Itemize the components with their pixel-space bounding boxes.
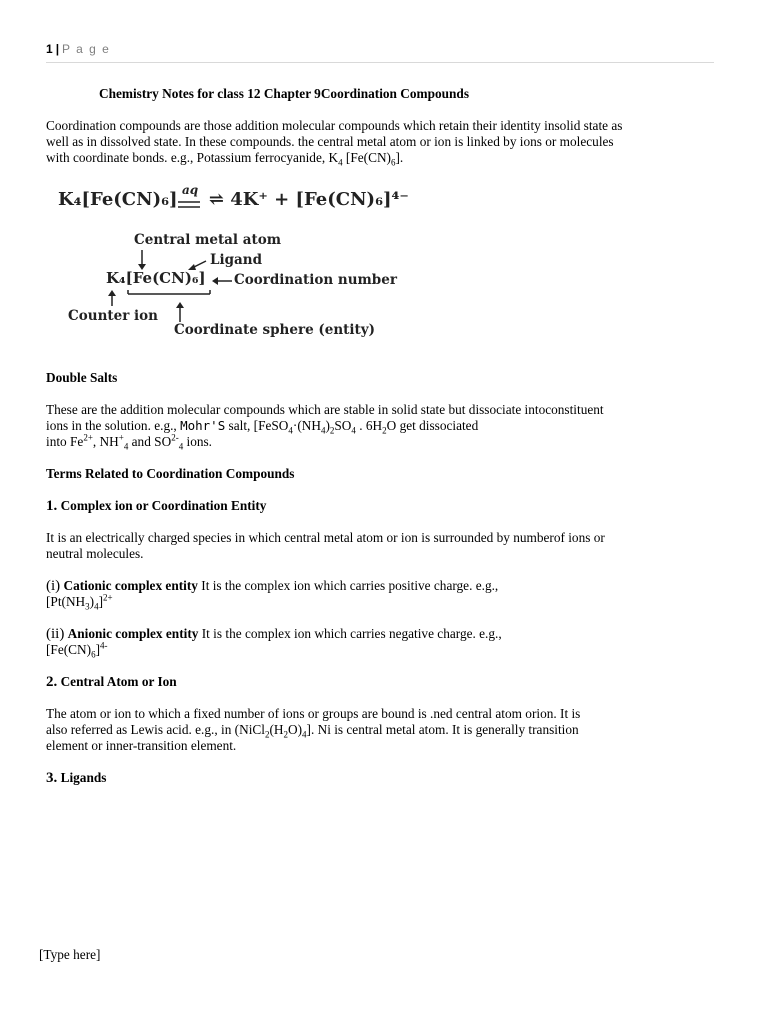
- cationic-text: It is the complex ion which carries positive charge. e.g.,: [197, 578, 499, 593]
- double-salts-line-2: ions in the solution. e.g., Mohr'S salt, [$FeSO_4\cdot(NH_4)_2SO_4$ . $6H_2O$ get dissociated: [46, 418, 479, 436]
- page-footer: [Type here]: [39, 947, 101, 962]
- complex-formula: K₄[Fe(CN)₆]: [106, 269, 206, 287]
- section-1-heading: [46, 498, 718, 514]
- counter-ion-arrowhead: [108, 290, 116, 296]
- anionic-text: It is the complex ion which carries negative charge. e.g.,: [198, 626, 502, 641]
- page-content: [46, 86, 718, 802]
- section-2-line-2: also referred as Lewis acid. e.g., in $(NiCl_2(H_2O)_4]$. Ni is central metal atom. It is generally transition: [46, 722, 579, 740]
- anionic-number: (ii): [46, 626, 65, 642]
- section-2-heading: [46, 674, 718, 690]
- cationic-number: (i): [46, 578, 61, 594]
- terms-heading: Terms Related to Coordination Compounds: [46, 466, 295, 481]
- coordinate-sphere-label: Coordinate sphere (entity): [174, 322, 375, 338]
- page-label: P a g e: [62, 42, 111, 56]
- section-2-title: Central Atom or Ion: [60, 674, 177, 689]
- section-3-number: 3.: [46, 770, 58, 786]
- section-2-line-1: The atom or ion to which a fixed number of ions or groups are bound is .ned central atom orion. It is: [46, 706, 581, 721]
- page-number: 1: [46, 42, 53, 56]
- coordinate-sphere-arrowhead: [176, 302, 184, 308]
- double-salts-line-3: into $Fe^{2+}$, $NH^+_4$ and $SO^{2-}_4$ ions.: [46, 432, 213, 452]
- double-salts-heading: Double Salts: [46, 370, 118, 385]
- section-3-heading: [46, 770, 718, 786]
- ligand-label: Ligand: [210, 252, 263, 268]
- double-salts-paragraph: [46, 402, 718, 450]
- section-2-line-3: element or inner-transition element.: [46, 738, 237, 753]
- cationic-term: Cationic complex entity: [63, 578, 198, 593]
- anionic-entity-paragraph: [46, 626, 718, 658]
- intro-line-2: well as in dissolved state. In these compounds. the central metal atom or ion is linked by ions or molecules: [46, 134, 614, 149]
- coordination-compound-diagram: [54, 182, 414, 352]
- section-2-paragraph: [46, 706, 718, 754]
- header-separator: |: [55, 42, 60, 56]
- double-salts-line-1: These are the addition molecular compounds which are stable in solid state but dissociate intoconstituent: [46, 402, 604, 417]
- section-1-number: 1.: [46, 498, 58, 514]
- document-title: Chemistry Notes for class 12 Chapter 9Coordination Compounds: [99, 86, 469, 101]
- coordination-number-arrowhead: [212, 277, 218, 285]
- section-1-line-1: It is an electrically charged species in which central metal atom or ion is surrounded by numberof ions or: [46, 530, 605, 545]
- anionic-example: $[Fe(CN)_6]^{4-}$: [46, 640, 108, 660]
- aqueous-label: aq: [182, 183, 199, 197]
- cationic-entity-paragraph: [46, 578, 718, 610]
- dissociation-equation: K₄[Fe(CN)₆] ⇌ 4K⁺ + [Fe(CN)₆]⁴⁻: [58, 189, 409, 210]
- counter-ion-label: Counter ion: [68, 308, 158, 324]
- coordination-number-label: Coordination number: [234, 272, 397, 288]
- intro-line-1: Coordination compounds are those addition molecular compounds which retain their identity insolid state as: [46, 118, 623, 133]
- page-header: [46, 42, 714, 63]
- section-3-title: Ligands: [60, 770, 107, 785]
- section-2-number: 2.: [46, 674, 58, 690]
- central-metal-atom-label: Central metal atom: [134, 232, 282, 248]
- section-1-title: Complex ion or Coordination Entity: [60, 498, 267, 513]
- section-1-line-2: neutral molecules.: [46, 546, 144, 561]
- anionic-term: Anionic complex entity: [67, 626, 199, 641]
- section-1-paragraph: [46, 530, 718, 562]
- intro-line-3: with coordinate bonds. e.g., Potassium ferrocyanide, $K_4$ $[Fe(CN)_6]$.: [46, 150, 404, 168]
- intro-paragraph: [46, 118, 718, 166]
- cationic-example: $[Pt(NH_3)_4]^{2+}$: [46, 592, 113, 612]
